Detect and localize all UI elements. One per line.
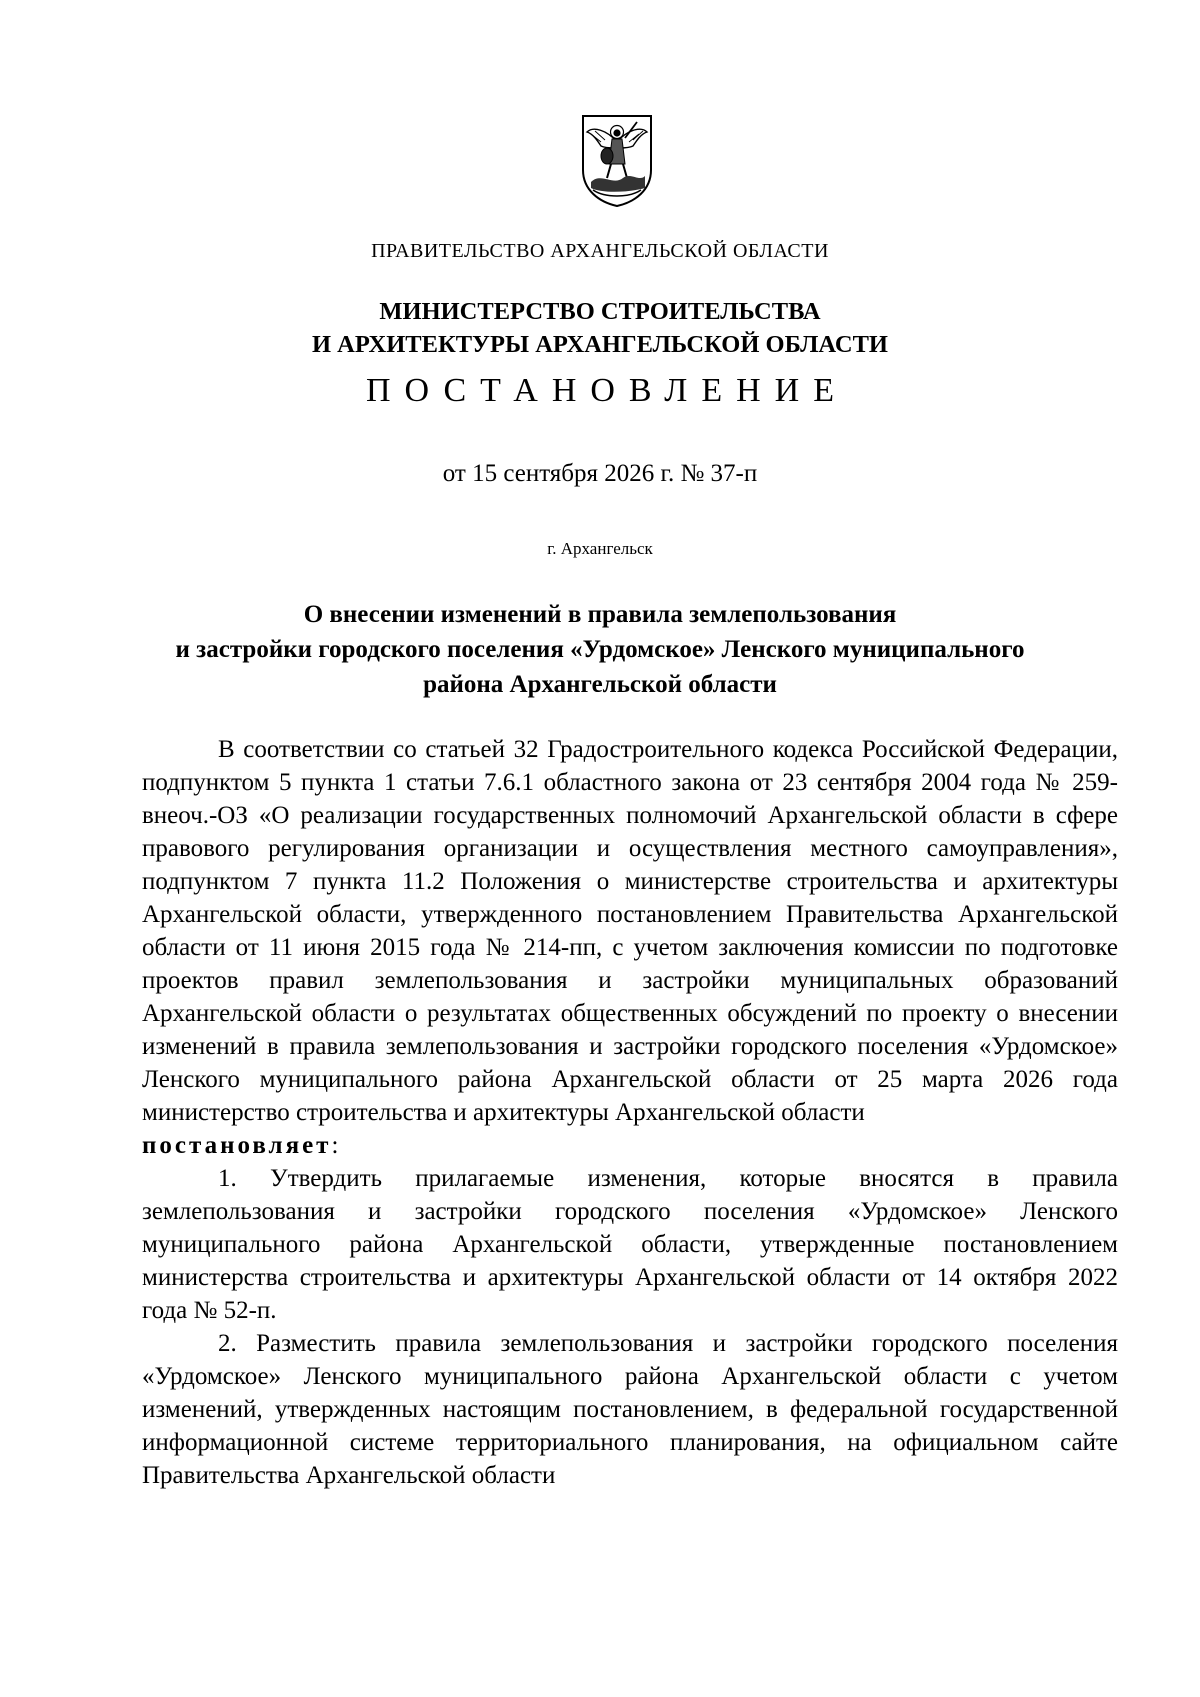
subject-line1: О внесении изменений в правила землепользования	[303, 601, 897, 628]
decree-line	[142, 1129, 1118, 1162]
subject-line2: и застройки городского поселения «Урдомское» Ленского муниципального	[175, 636, 1025, 663]
coat-of-arms-emblem	[579, 112, 655, 208]
ministry-name-line1: МИНИСТЕРСТВО СТРОИТЕЛЬСТВА	[379, 298, 821, 325]
ministry-name-line2: И АРХИТЕКТУРЫ АРХАНГЕЛЬСКОЙ ОБЛАСТИ	[311, 331, 888, 358]
item-1-paragraph: 1. Утвердить прилагаемые изменения, которые вносятся в правила землепользования и застройки городского поселения «Урдомское» Ленского муниципального района Архангельской области, утвержденные постановлением министерства строительства и архитектуры Архангельской области от 14 октября 2022 года № 52-п.	[142, 1165, 1118, 1324]
government-name: ПРАВИТЕЛЬСТВО АРХАНГЕЛЬСКОЙ ОБЛАСТИ	[371, 240, 829, 262]
document-type-title: ПОСТАНОВЛЕНИЕ	[365, 372, 849, 409]
item-2-paragraph: 2. Разместить правила землепользования и застройки городского поселения «Урдомское» Ленского муниципального района Архангельской области с учетом изменений, утвержденных настоящим постановлением, в федеральной государственной информационной системе территориального планирования, на официальном сайте Правительства Архангельской области	[142, 1330, 1118, 1489]
subject-line3: района Архангельской области	[423, 671, 777, 698]
decree-colon: :	[331, 1132, 339, 1159]
document-subject	[100, 597, 1100, 702]
document-city: г. Архангельск	[547, 539, 653, 558]
ministry-name	[0, 295, 1200, 361]
preamble-paragraph: В соответствии со статьей 32 Градостроительного кодекса Российской Федерации, подпунктом 5 пункта 1 статьи 7.6.1 областного закона от 23 сентября 2004 года № 259-внеоч.-ОЗ «О реализации государственных полномочий Архангельской области в сфере правового регулирования организации и осуществления местного самоуправления», подпунктом 7 пункта 11.2 Положения о министерстве строительства и архитектуры Архангельской области, утвержденного постановлением Правительства Архангельской области от 11 июня 2015 года № 214-пп, с учетом заключения комиссии по подготовке проектов правил землепользования и застройки муниципальных образований Архангельской области о результатах общественных обсуждений по проекту о внесении изменений в правила землепользования и застройки городского поселения «Урдомское» Ленского муниципального района Архангельской области от 25 марта 2026 года министерство строительства и архитектуры Архангельской области	[142, 736, 1118, 1126]
document-body	[142, 733, 1118, 1492]
document-date-number: от 15 сентября 2026 г. № 37-п	[442, 460, 758, 487]
decree-word: постановляет	[142, 1132, 332, 1159]
